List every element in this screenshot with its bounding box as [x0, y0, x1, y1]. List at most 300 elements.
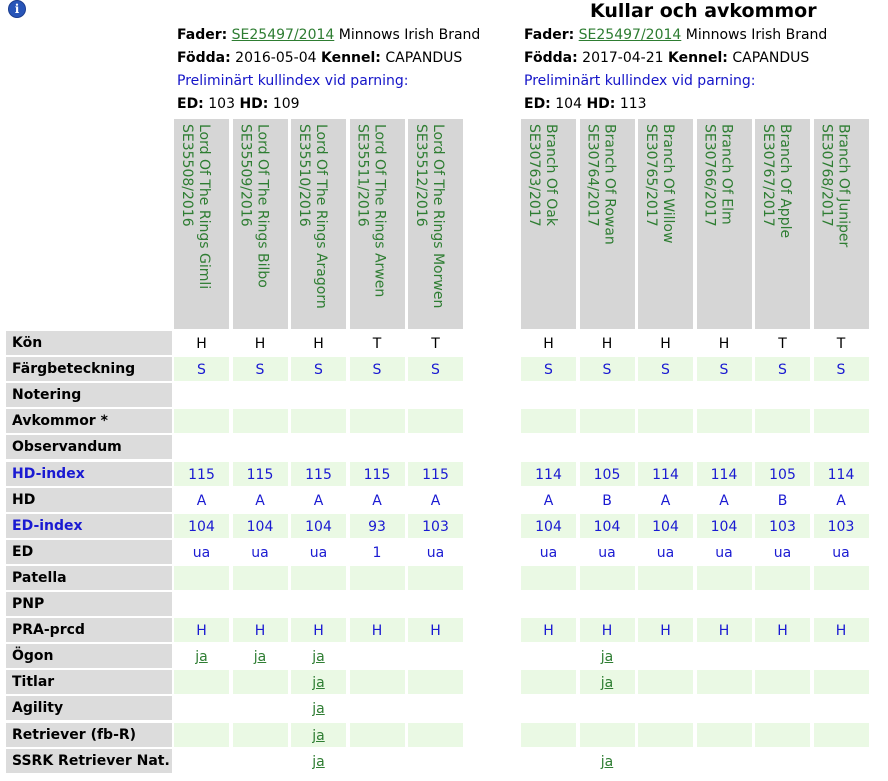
cell-ogon: [291, 644, 346, 668]
row-label-notering: Notering: [6, 383, 172, 407]
ed-value: ua: [598, 545, 616, 561]
cell-ed: [350, 540, 405, 564]
page-title: Kullar och avkommor: [590, 0, 817, 22]
cell-farg: [350, 357, 405, 381]
row-label-patella: Patella: [6, 566, 172, 590]
pra-value: H: [543, 623, 554, 639]
dog-name-label[interactable]: [642, 124, 676, 243]
birth-line: [177, 47, 480, 70]
cell-ed: [814, 540, 869, 564]
kon-value: H: [196, 336, 207, 352]
cell-titlar: [638, 670, 693, 694]
hd-value: 113: [619, 96, 647, 112]
index-line: [177, 93, 480, 116]
farg-value: S: [661, 362, 670, 378]
cell-retriever: [350, 723, 405, 747]
cell-notering: [638, 383, 693, 407]
cell-ed_index: [174, 514, 229, 538]
ogon-link[interactable]: ja: [312, 649, 325, 665]
dog-name[interactable]: Branch Of Oak: [543, 124, 559, 226]
cell-hd: [521, 488, 576, 512]
prelim-text: Preliminärt kullindex vid parning:: [177, 73, 409, 89]
fodda-date: 2016-05-04: [235, 50, 317, 66]
cell-hd_index: [350, 462, 405, 486]
cell-ogon: [697, 644, 752, 668]
cell-ogon: [408, 644, 463, 668]
cell-pra: [697, 618, 752, 642]
ed-value: ua: [832, 545, 850, 561]
cell-avkommor: [291, 409, 346, 433]
hd-value: A: [836, 493, 846, 509]
ed_index-value: 103: [769, 519, 796, 535]
ed-label: ED:: [177, 96, 204, 112]
kennel-name: CAPANDUS: [732, 50, 810, 66]
row-label-retriever: Retriever (fb-R): [6, 723, 172, 747]
fader-name: Minnows Irish Brand: [338, 27, 481, 43]
titlar-link[interactable]: ja: [312, 675, 325, 691]
kon-value: H: [718, 336, 730, 352]
cell-ed: [638, 540, 693, 564]
fodda-date: 2017-04-21: [582, 50, 664, 66]
dog-reg-number[interactable]: SE35509/2016: [237, 124, 254, 227]
cell-avkommor: [408, 409, 463, 433]
dog-name[interactable]: Lord Of The Rings Morwen: [430, 124, 446, 309]
cell-patella: [697, 566, 752, 590]
farg-value: S: [778, 362, 787, 378]
row-label-ed: ED: [6, 540, 172, 564]
dog-column-header[interactable]: [580, 119, 635, 329]
cell-hd: [174, 488, 229, 512]
cell-pnp: [697, 592, 752, 616]
cell-farg: [408, 357, 463, 381]
row-label-ssrk: SSRK Retriever Nat.: [6, 749, 172, 773]
cell-hd_index: [580, 462, 635, 486]
ogon-link[interactable]: ja: [195, 649, 208, 665]
dog-column-header[interactable]: [755, 119, 810, 329]
cell-notering: [697, 383, 752, 407]
cell-pra: [521, 618, 576, 642]
cell-agility: [291, 696, 346, 720]
cell-ed: [291, 540, 346, 564]
hd-value: A: [543, 493, 554, 509]
ed_index-value: 103: [827, 519, 855, 535]
ed_index-value: 104: [305, 519, 332, 535]
dog-name-label[interactable]: [354, 124, 388, 297]
cell-kon: [174, 331, 229, 355]
cell-observandum: [755, 435, 810, 459]
cell-ogon: [580, 644, 635, 668]
cell-observandum: [814, 435, 869, 459]
cell-patella: [233, 566, 288, 590]
litter-header: [524, 24, 827, 116]
row-label-ogon: Ögon: [6, 644, 172, 668]
cell-pnp: [174, 592, 229, 616]
cell-ogon: [350, 644, 405, 668]
cell-avkommor: [580, 409, 635, 433]
cell-ed: [521, 540, 576, 564]
dog-reg-number[interactable]: SE30764/2017: [584, 124, 601, 227]
kon-value: H: [313, 336, 324, 352]
pra-value: H: [430, 623, 441, 639]
pra-value: H: [371, 623, 383, 639]
ed_index-value: 104: [188, 519, 215, 535]
dog-name[interactable]: Lord Of The Rings Gimli: [196, 124, 212, 290]
cell-patella: [638, 566, 693, 590]
ed-value: ua: [773, 545, 792, 561]
cell-pra: [174, 618, 229, 642]
cell-titlar: [408, 670, 463, 694]
ed-value: 103: [208, 96, 235, 112]
cell-pra: [814, 618, 869, 642]
dog-reg-number[interactable]: SE35512/2016: [413, 124, 429, 227]
kennel-name: CAPANDUS: [385, 50, 463, 66]
kon-value: H: [601, 336, 613, 352]
cell-notering: [814, 383, 869, 407]
cell-hd_index: [755, 462, 810, 486]
dog-reg-number[interactable]: SE35511/2016: [354, 124, 371, 227]
kon-value: H: [254, 336, 266, 352]
cell-pra: [408, 618, 463, 642]
row-label-pra: PRA-prcd: [6, 618, 172, 642]
dog-name-label[interactable]: [701, 124, 735, 227]
cell-kon: [755, 331, 810, 355]
pra-value: H: [718, 623, 730, 639]
ssrk-link[interactable]: ja: [312, 754, 325, 770]
cell-agility: [814, 696, 869, 720]
row-label-ed_index[interactable]: ED-index: [6, 514, 172, 538]
kon-value: T: [372, 336, 382, 352]
cell-kon: [408, 331, 463, 355]
cell-ogon: [814, 644, 869, 668]
hd_index-value: 105: [593, 467, 621, 483]
cell-notering: [521, 383, 576, 407]
cell-avkommor: [233, 409, 288, 433]
cell-retriever: [580, 723, 635, 747]
hd-value: B: [777, 493, 788, 509]
cell-ssrk: [697, 749, 752, 773]
ed-label: ED:: [524, 96, 551, 112]
fader-link[interactable]: SE25497/2014: [231, 27, 335, 43]
row-label-titlar: Titlar: [6, 670, 172, 694]
cell-avkommor: [638, 409, 693, 433]
cell-ed_index: [697, 514, 752, 538]
hd-value: A: [196, 493, 207, 509]
farg-value: S: [719, 362, 729, 378]
dog-reg-number[interactable]: SE30767/2017: [760, 124, 776, 227]
dog-column-header[interactable]: [233, 119, 288, 329]
ed_index-value: 104: [652, 519, 679, 535]
titlar-link[interactable]: ja: [600, 675, 614, 691]
dog-name[interactable]: Lord Of The Rings Aragorn: [313, 124, 329, 309]
cell-ssrk: [580, 749, 635, 773]
dog-column-header[interactable]: [638, 119, 693, 329]
dog-reg-number[interactable]: SE30765/2017: [643, 124, 659, 227]
fader-line: [177, 24, 480, 47]
dog-name[interactable]: Branch Of Apple: [777, 124, 793, 239]
cell-ed_index: [814, 514, 869, 538]
cell-avkommor: [521, 409, 576, 433]
cell-titlar: [174, 670, 229, 694]
pra-value: H: [196, 623, 207, 639]
cell-hd: [408, 488, 463, 512]
cell-observandum: [350, 435, 405, 459]
cell-ed_index: [638, 514, 693, 538]
ed_index-value: 104: [710, 519, 738, 535]
pra-value: H: [777, 623, 788, 639]
dog-reg-number[interactable]: SE35510/2016: [296, 124, 312, 227]
farg-value: S: [836, 362, 846, 378]
cell-observandum: [697, 435, 752, 459]
cell-ed_index: [350, 514, 405, 538]
hd_index-value: 105: [769, 467, 796, 483]
birth-line: [524, 47, 827, 70]
dog-name-label[interactable]: [178, 124, 212, 289]
kon-value: H: [543, 336, 554, 352]
dog-column-header[interactable]: [697, 119, 752, 329]
cell-pra: [580, 618, 635, 642]
retriever-link[interactable]: ja: [312, 728, 325, 744]
dog-name[interactable]: Lord Of The Rings Bilbo: [254, 124, 271, 288]
farg-value: S: [372, 362, 382, 378]
cell-agility: [638, 696, 693, 720]
cell-notering: [755, 383, 810, 407]
cell-ssrk: [521, 749, 576, 773]
cell-kon: [291, 331, 346, 355]
dog-column-header[interactable]: [521, 119, 576, 329]
dog-name-label[interactable]: [295, 124, 329, 309]
cell-agility: [233, 696, 288, 720]
cell-kon: [521, 331, 576, 355]
row-label-pnp: PNP: [6, 592, 172, 616]
cell-pnp: [291, 592, 346, 616]
dog-column-header[interactable]: [174, 119, 229, 329]
cell-ssrk: [291, 749, 346, 773]
cell-hd: [638, 488, 693, 512]
ed-value: ua: [192, 545, 211, 561]
cell-hd_index: [408, 462, 463, 486]
cell-pra: [233, 618, 288, 642]
cell-agility: [350, 696, 405, 720]
dog-name[interactable]: Branch Of Juniper: [835, 124, 852, 248]
cell-patella: [521, 566, 576, 590]
cell-ssrk: [350, 749, 405, 773]
cell-farg: [755, 357, 810, 381]
fader-link[interactable]: SE25497/2014: [578, 27, 682, 43]
cell-retriever: [233, 723, 288, 747]
pra-value: H: [254, 623, 266, 639]
cell-farg: [638, 357, 693, 381]
cell-patella: [408, 566, 463, 590]
cell-pnp: [350, 592, 405, 616]
ed_index-value: 104: [593, 519, 621, 535]
cell-titlar: [291, 670, 346, 694]
cell-hd: [755, 488, 810, 512]
dog-column-header[interactable]: [350, 119, 405, 329]
ed_index-value: 103: [422, 519, 449, 535]
cell-kon: [814, 331, 869, 355]
cell-hd_index: [291, 462, 346, 486]
row-label-hd_index[interactable]: HD-index: [6, 462, 172, 486]
hd-value: A: [255, 493, 265, 509]
cell-hd: [233, 488, 288, 512]
dog-column-header[interactable]: [408, 119, 463, 329]
hd-value: A: [719, 493, 729, 509]
cell-avkommor: [174, 409, 229, 433]
dog-name[interactable]: Branch Of Willow: [660, 124, 676, 244]
hd_index-value: 115: [188, 467, 215, 483]
cell-pra: [755, 618, 810, 642]
dog-name[interactable]: Branch Of Rowan: [601, 124, 618, 245]
kon-value: T: [431, 336, 440, 352]
cell-ed_index: [521, 514, 576, 538]
cell-pnp: [408, 592, 463, 616]
cell-agility: [697, 696, 752, 720]
cell-pnp: [521, 592, 576, 616]
row-label-hd: HD: [6, 488, 172, 512]
cell-ed_index: [291, 514, 346, 538]
cell-ssrk: [174, 749, 229, 773]
dog-column-header[interactable]: [291, 119, 346, 329]
ed-value: ua: [656, 545, 675, 561]
cell-titlar: [350, 670, 405, 694]
cell-pnp: [638, 592, 693, 616]
hd_index-value: 114: [652, 467, 679, 483]
cell-observandum: [521, 435, 576, 459]
cell-retriever: [697, 723, 752, 747]
dog-reg-number[interactable]: SE30763/2017: [526, 124, 542, 227]
cell-hd_index: [814, 462, 869, 486]
dog-name-label[interactable]: [759, 124, 793, 238]
agility-link[interactable]: ja: [312, 701, 325, 717]
cell-ed: [697, 540, 752, 564]
ed-value: ua: [715, 545, 733, 561]
pra-value: H: [660, 623, 671, 639]
cell-notering: [233, 383, 288, 407]
farg-value: S: [431, 362, 440, 378]
cell-hd_index: [174, 462, 229, 486]
cell-titlar: [233, 670, 288, 694]
dog-reg-number[interactable]: SE35508/2016: [179, 124, 195, 227]
cell-agility: [174, 696, 229, 720]
hd_index-value: 114: [827, 467, 855, 483]
ogon-link[interactable]: ja: [253, 649, 267, 665]
cell-ogon: [233, 644, 288, 668]
hd-value: B: [602, 493, 612, 509]
ogon-link[interactable]: ja: [600, 649, 614, 665]
index-line: [524, 93, 827, 116]
cell-retriever: [755, 723, 810, 747]
kennel-label: Kennel:: [320, 50, 381, 66]
dog-name[interactable]: Lord Of The Rings Arwen: [371, 124, 388, 298]
row-label-kon: Kön: [6, 331, 172, 355]
cell-hd_index: [521, 462, 576, 486]
cell-ogon: [521, 644, 576, 668]
cell-avkommor: [814, 409, 869, 433]
cell-farg: [291, 357, 346, 381]
cell-farg: [814, 357, 869, 381]
ed-value: ua: [309, 545, 328, 561]
cell-ogon: [638, 644, 693, 668]
cell-hd: [697, 488, 752, 512]
ed_index-value: 104: [535, 519, 562, 535]
pra-value: H: [835, 623, 847, 639]
cell-ed: [233, 540, 288, 564]
cell-agility: [755, 696, 810, 720]
cell-retriever: [521, 723, 576, 747]
dog-reg-number[interactable]: SE30766/2017: [701, 124, 718, 227]
fodda-label: Födda:: [177, 50, 231, 66]
cell-patella: [350, 566, 405, 590]
cell-retriever: [638, 723, 693, 747]
cell-ed_index: [755, 514, 810, 538]
farg-value: S: [255, 362, 265, 378]
cell-hd_index: [697, 462, 752, 486]
hd_index-value: 114: [535, 467, 562, 483]
cell-pra: [638, 618, 693, 642]
cell-farg: [521, 357, 576, 381]
cell-notering: [350, 383, 405, 407]
dog-name-label[interactable]: [818, 124, 852, 247]
cell-kon: [697, 331, 752, 355]
cell-agility: [408, 696, 463, 720]
cell-agility: [521, 696, 576, 720]
hd-value: A: [430, 493, 441, 509]
cell-ed: [580, 540, 635, 564]
pra-value: H: [313, 623, 324, 639]
litter-header: [177, 24, 480, 116]
ssrk-link[interactable]: ja: [600, 754, 614, 770]
cell-ed_index: [233, 514, 288, 538]
dog-name-label[interactable]: [584, 124, 618, 245]
hd-value: A: [372, 493, 382, 509]
ed_index-value: 93: [368, 519, 386, 535]
row-label-agility: Agility: [6, 696, 172, 720]
cell-patella: [174, 566, 229, 590]
hd_index-value: 115: [363, 467, 391, 483]
cell-titlar: [580, 670, 635, 694]
dog-name-label[interactable]: [525, 124, 559, 227]
cell-hd: [580, 488, 635, 512]
dog-name-label[interactable]: [412, 124, 446, 308]
dog-column-header[interactable]: [814, 119, 869, 329]
cell-kon: [580, 331, 635, 355]
cell-observandum: [580, 435, 635, 459]
dog-name-label[interactable]: [237, 124, 271, 288]
cell-kon: [350, 331, 405, 355]
ed-value: ua: [539, 545, 558, 561]
farg-value: S: [197, 362, 206, 378]
dog-name[interactable]: Branch Of Elm: [718, 124, 735, 225]
kon-value: H: [660, 336, 671, 352]
hd-label: HD:: [586, 96, 616, 112]
row-label-avkommor: Avkommor *: [6, 409, 172, 433]
hd-value: A: [660, 493, 671, 509]
cell-titlar: [697, 670, 752, 694]
cell-observandum: [638, 435, 693, 459]
cell-observandum: [408, 435, 463, 459]
cell-farg: [233, 357, 288, 381]
dog-reg-number[interactable]: SE30768/2017: [818, 124, 835, 227]
cell-hd: [350, 488, 405, 512]
cell-agility: [580, 696, 635, 720]
hd-value: 109: [272, 96, 300, 112]
cell-titlar: [814, 670, 869, 694]
hd-value: A: [313, 493, 324, 509]
info-icon[interactable]: i: [8, 0, 26, 18]
cell-observandum: [233, 435, 288, 459]
cell-ed: [755, 540, 810, 564]
cell-kon: [638, 331, 693, 355]
